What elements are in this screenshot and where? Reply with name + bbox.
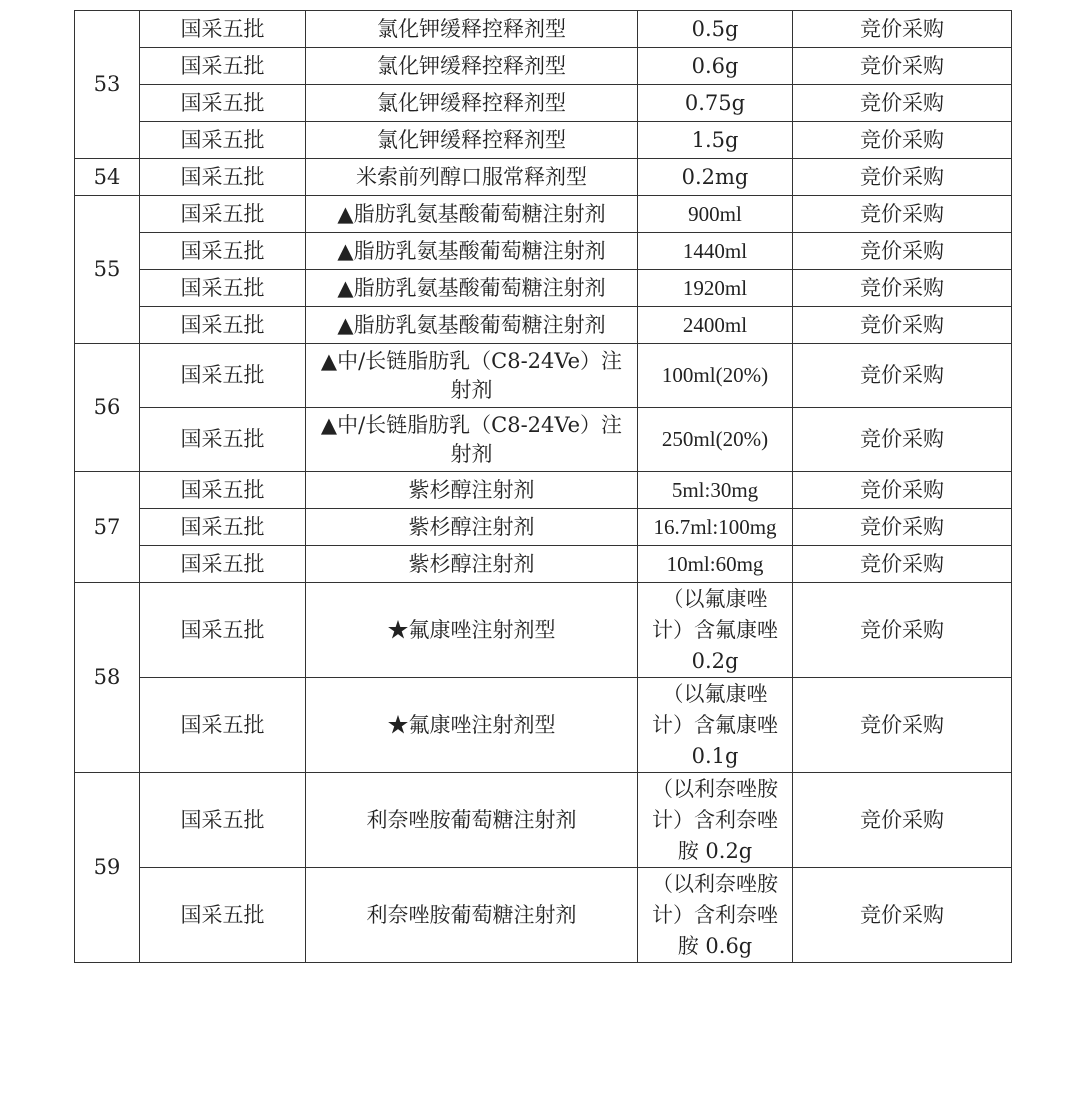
drug-name-cell: 氯化钾缓释控释剂型 xyxy=(306,85,638,122)
spec-cell: 0.75g xyxy=(638,85,793,122)
drug-name-cell xyxy=(306,344,638,408)
table-row xyxy=(75,678,1012,773)
table-row xyxy=(75,270,1012,307)
item-number: 59 xyxy=(75,773,140,963)
method-cell: 竞价采购 xyxy=(793,678,1012,773)
spec-cell xyxy=(638,868,793,963)
drug-name-line: ▲中/长链脂肪乳（C8-24Ve）注 xyxy=(320,348,623,373)
spec-cell: 1920ml xyxy=(638,270,793,307)
method-cell: 竞价采购 xyxy=(793,233,1012,270)
spec-cell: 10ml:60mg xyxy=(638,546,793,583)
table-row xyxy=(75,509,1012,546)
drug-name-cell: 氯化钾缓释控释剂型 xyxy=(306,122,638,159)
spec-line: 0.1g xyxy=(691,743,739,768)
spec-cell: 5ml:30mg xyxy=(638,472,793,509)
method-cell: 竞价采购 xyxy=(793,868,1012,963)
method-cell: 竞价采购 xyxy=(793,546,1012,583)
spec-cell: 2400ml xyxy=(638,307,793,344)
batch-cell: 国采五批 xyxy=(140,868,306,963)
spec-line: 0.2g xyxy=(691,648,739,673)
drug-name-cell: ★氟康唑注射剂型 xyxy=(306,678,638,773)
procurement-table xyxy=(74,10,1012,963)
method-cell: 竞价采购 xyxy=(793,773,1012,868)
table-row xyxy=(75,196,1012,233)
method-cell: 竞价采购 xyxy=(793,583,1012,678)
table-row xyxy=(75,159,1012,196)
drug-name-cell: 紫杉醇注射剂 xyxy=(306,509,638,546)
spec-cell: 0.5g xyxy=(638,11,793,48)
batch-cell: 国采五批 xyxy=(140,48,306,85)
spec-cell xyxy=(638,583,793,678)
table-row xyxy=(75,773,1012,868)
item-number: 58 xyxy=(75,583,140,773)
spec-cell: 16.7ml:100mg xyxy=(638,509,793,546)
spec-cell xyxy=(638,678,793,773)
spec-cell xyxy=(638,773,793,868)
batch-cell: 国采五批 xyxy=(140,307,306,344)
batch-cell: 国采五批 xyxy=(140,85,306,122)
item-number: 56 xyxy=(75,344,140,472)
batch-cell: 国采五批 xyxy=(140,233,306,270)
drug-name-cell: 利奈唑胺葡萄糖注射剂 xyxy=(306,868,638,963)
spec-cell: 250ml(20%) xyxy=(638,408,793,472)
drug-name-cell: 利奈唑胺葡萄糖注射剂 xyxy=(306,773,638,868)
drug-name-cell: ▲脂肪乳氨基酸葡萄糖注射剂 xyxy=(306,196,638,233)
table-row xyxy=(75,546,1012,583)
spec-cell: 0.2mg xyxy=(638,159,793,196)
item-number: 53 xyxy=(75,11,140,159)
batch-cell: 国采五批 xyxy=(140,509,306,546)
drug-name-cell: 紫杉醇注射剂 xyxy=(306,472,638,509)
batch-cell: 国采五批 xyxy=(140,583,306,678)
batch-cell: 国采五批 xyxy=(140,472,306,509)
drug-name-cell: 紫杉醇注射剂 xyxy=(306,546,638,583)
spec-cell: 900ml xyxy=(638,196,793,233)
table-row xyxy=(75,85,1012,122)
spec-line: 计）含利奈唑 xyxy=(652,807,778,832)
batch-cell: 国采五批 xyxy=(140,196,306,233)
drug-name-line: 射剂 xyxy=(450,377,493,402)
drug-name-cell: ▲脂肪乳氨基酸葡萄糖注射剂 xyxy=(306,307,638,344)
method-cell: 竞价采购 xyxy=(793,196,1012,233)
drug-name-cell: 米索前列醇口服常释剂型 xyxy=(306,159,638,196)
batch-cell: 国采五批 xyxy=(140,408,306,472)
method-cell: 竞价采购 xyxy=(793,122,1012,159)
spec-line: （以利奈唑胺 xyxy=(652,776,778,801)
item-number: 57 xyxy=(75,472,140,583)
spec-line: （以氟康唑 xyxy=(662,586,768,611)
spec-line: 胺 0.6g xyxy=(677,933,753,958)
spec-line: 计）含利奈唑 xyxy=(652,902,778,927)
method-cell: 竞价采购 xyxy=(793,11,1012,48)
table-row xyxy=(75,11,1012,48)
method-cell: 竞价采购 xyxy=(793,408,1012,472)
drug-name-line: ▲中/长链脂肪乳（C8-24Ve）注 xyxy=(320,412,623,437)
spec-line: 计）含氟康唑 xyxy=(652,617,778,642)
drug-name-line: 射剂 xyxy=(450,441,493,466)
table-row xyxy=(75,233,1012,270)
spec-line: 计）含氟康唑 xyxy=(652,712,778,737)
method-cell: 竞价采购 xyxy=(793,270,1012,307)
spec-cell: 0.6g xyxy=(638,48,793,85)
method-cell: 竞价采购 xyxy=(793,344,1012,408)
drug-name-cell: ▲脂肪乳氨基酸葡萄糖注射剂 xyxy=(306,270,638,307)
table-row xyxy=(75,307,1012,344)
table-row xyxy=(75,868,1012,963)
spec-line: （以氟康唑 xyxy=(662,681,768,706)
batch-cell: 国采五批 xyxy=(140,344,306,408)
item-number: 55 xyxy=(75,196,140,344)
method-cell: 竞价采购 xyxy=(793,48,1012,85)
batch-cell: 国采五批 xyxy=(140,159,306,196)
batch-cell: 国采五批 xyxy=(140,11,306,48)
drug-name-cell xyxy=(306,408,638,472)
table-row xyxy=(75,472,1012,509)
spec-cell: 1440ml xyxy=(638,233,793,270)
method-cell: 竞价采购 xyxy=(793,472,1012,509)
drug-name-cell: ★氟康唑注射剂型 xyxy=(306,583,638,678)
batch-cell: 国采五批 xyxy=(140,773,306,868)
item-number: 54 xyxy=(75,159,140,196)
method-cell: 竞价采购 xyxy=(793,85,1012,122)
batch-cell: 国采五批 xyxy=(140,546,306,583)
spec-line: 胺 0.2g xyxy=(677,838,753,863)
batch-cell: 国采五批 xyxy=(140,678,306,773)
method-cell: 竞价采购 xyxy=(793,307,1012,344)
method-cell: 竞价采购 xyxy=(793,159,1012,196)
drug-name-cell: ▲脂肪乳氨基酸葡萄糖注射剂 xyxy=(306,233,638,270)
table-row xyxy=(75,344,1012,408)
batch-cell: 国采五批 xyxy=(140,122,306,159)
batch-cell: 国采五批 xyxy=(140,270,306,307)
drug-name-cell: 氯化钾缓释控释剂型 xyxy=(306,11,638,48)
drug-name-cell: 氯化钾缓释控释剂型 xyxy=(306,48,638,85)
table-row xyxy=(75,48,1012,85)
spec-cell: 1.5g xyxy=(638,122,793,159)
table-row xyxy=(75,122,1012,159)
spec-cell: 100ml(20%) xyxy=(638,344,793,408)
table-row xyxy=(75,583,1012,678)
method-cell: 竞价采购 xyxy=(793,509,1012,546)
spec-line: （以利奈唑胺 xyxy=(652,871,778,896)
table-row xyxy=(75,408,1012,472)
